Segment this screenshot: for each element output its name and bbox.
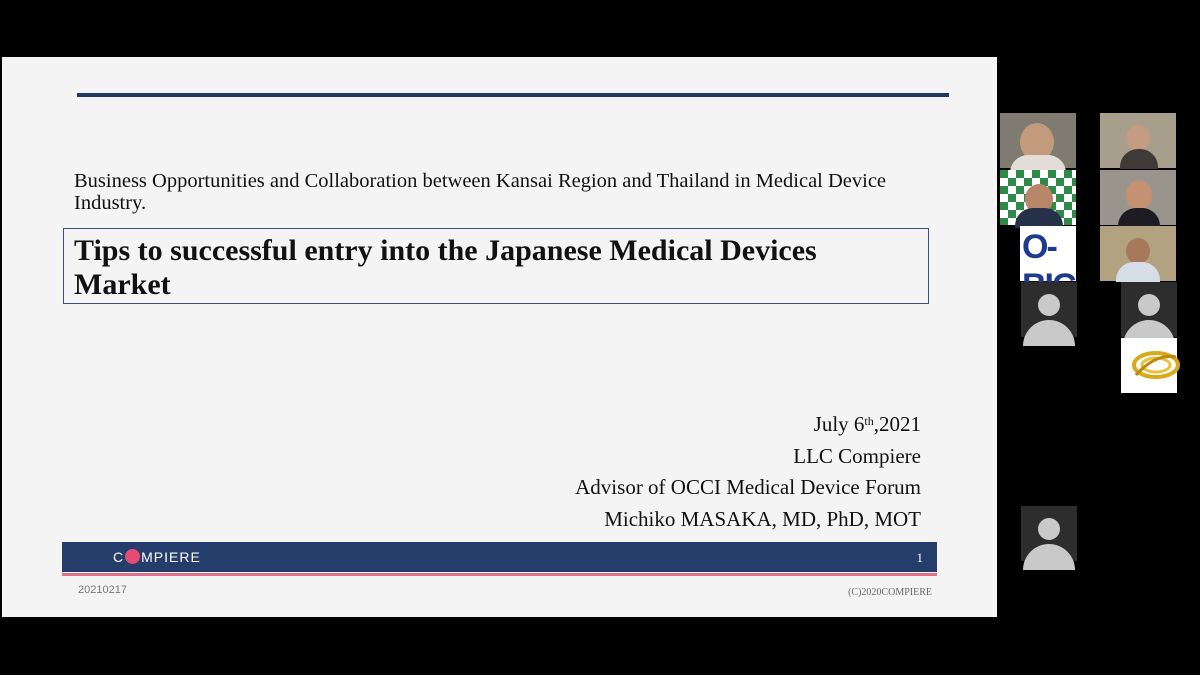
presenter-name: Michiko MASAKA, MD, PhD, MOT xyxy=(604,506,921,531)
slide-title-box xyxy=(63,228,929,304)
participant-video-6[interactable] xyxy=(1100,226,1176,281)
avatar-body xyxy=(1023,544,1075,570)
avatar-body xyxy=(1023,320,1075,346)
participant-face xyxy=(1126,125,1150,151)
avatar-icon xyxy=(1038,294,1060,316)
presenter-role: Advisor of OCCI Medical Device Forum xyxy=(575,475,921,499)
gold-swirl-logo-icon xyxy=(1131,345,1181,385)
participant-face xyxy=(1126,238,1150,264)
participant-tile-10[interactable] xyxy=(1021,506,1077,561)
logo-dot-icon xyxy=(125,549,140,564)
avatar-icon xyxy=(1138,294,1160,316)
participant-face xyxy=(1126,180,1152,210)
participant-tile-5[interactable] xyxy=(1020,226,1076,281)
avatar-icon xyxy=(1038,518,1060,540)
company-name: LLC Compiere xyxy=(793,443,921,468)
participant-shirt xyxy=(1116,262,1160,282)
copyright-text: (C)2020COMPIERE xyxy=(848,587,932,598)
participant-shirt xyxy=(1118,208,1160,228)
compiere-logo: C MPIERE xyxy=(113,549,201,565)
slide-page-number: 1 xyxy=(916,550,923,565)
participant-video-2[interactable] xyxy=(1100,113,1176,168)
title-rule xyxy=(77,93,949,97)
participant-video-3[interactable] xyxy=(1000,170,1076,225)
participant-shirt xyxy=(1015,208,1063,228)
slide-footer-bar xyxy=(62,542,937,572)
participant-shirt xyxy=(1120,149,1158,169)
participant-tile-9[interactable] xyxy=(1121,338,1177,393)
obic-logo: O- xyxy=(1022,228,1056,266)
slide-subtitle: Business Opportunities and Collaboration between Kansai Region and Thailand in Medical Device Industry. xyxy=(74,170,887,214)
participant-tile-7[interactable] xyxy=(1021,282,1077,337)
slide-title: Tips to successful entry into the Japanese Medical Devices Market xyxy=(74,234,817,301)
presentation-date: July 6th,2021 xyxy=(813,412,921,436)
participant-video-1[interactable] xyxy=(1000,113,1076,168)
shared-slide xyxy=(2,57,997,617)
participant-video-4[interactable] xyxy=(1100,170,1176,225)
footer-accent-line xyxy=(62,573,937,576)
participant-tile-8[interactable] xyxy=(1121,282,1177,337)
document-code: 20210217 xyxy=(78,584,127,596)
presenter-info xyxy=(575,409,921,535)
